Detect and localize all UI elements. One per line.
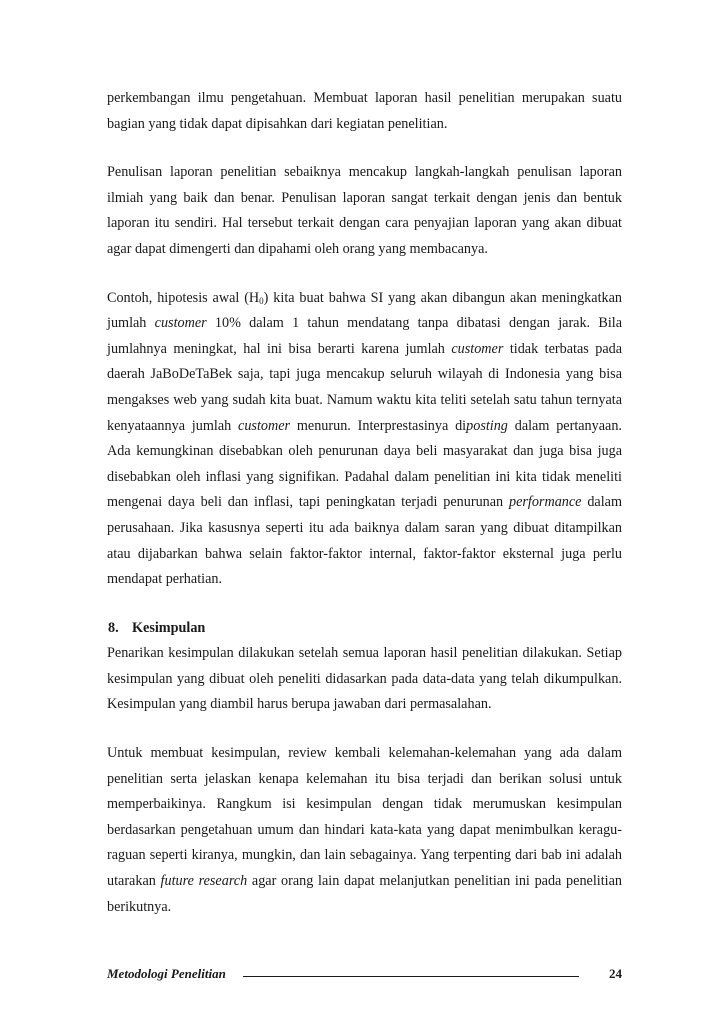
- paragraph-gap: [107, 593, 622, 616]
- text-run: 10% dalam 1 tahun mendatang tanpa dibatasi dengan jarak. Bila jumlahnya meningkat, hal ini bisa berarti karena jumlah: [107, 315, 622, 357]
- section-heading: [107, 616, 622, 642]
- paragraph-conclusion-definition: [107, 641, 622, 718]
- italic-term: future research: [160, 873, 248, 890]
- text-run: perkembangan ilmu pengetahuan. Membuat laporan hasil penelitian merupakan suatu bagian yang tidak dapat dipisahkan dari kegiatan penelitian.: [107, 90, 622, 132]
- paragraph-conclusion-guidance: [107, 741, 622, 920]
- italic-term: performance: [508, 494, 582, 511]
- page-footer: [107, 966, 622, 986]
- text-run: Penulisan laporan penelitian sebaiknya mencakup langkah-langkah penulisan laporan ilmiah yang baik dan benar. Penulisan laporan sangat terkait dengan jenis dan bentuk laporan itu sendiri. Hal tersebut terkait dengan cara penyajian laporan yang akan dibuat agar dapat dimengerti dan dipahami oleh orang yang membacanya.: [107, 164, 622, 257]
- paragraph-gap: [107, 137, 622, 160]
- footer-divider: [243, 976, 579, 977]
- subscript: 0: [259, 295, 264, 306]
- page-body: [107, 86, 622, 920]
- italic-term: customer: [154, 315, 207, 332]
- text-run: agar orang lain dapat melanjutkan penelitian ini pada penelitian berikutnya.: [107, 873, 622, 915]
- text-run: menurun. Interprestasinya di: [290, 417, 467, 434]
- italic-term: customer: [451, 340, 504, 357]
- text-run: Penarikan kesimpulan dilakukan setelah semua laporan hasil penelitian dilakukan. Setiap kesimpulan yang dibuat oleh peneliti didasarkan pada data-data yang telah dikumpulkan. Kesimpulan yang diambil harus berupa jawaban dari permasalahan.: [107, 645, 622, 713]
- italic-term: customer: [238, 417, 291, 434]
- text-run: Untuk membuat kesimpulan, review kembali kelemahan-kelemahan yang ada dalam penelitian serta jelaskan kenapa kelemahan itu bisa terjadi dan berikan solusi untuk memperbaikinya. Rangkum isi kesimpulan dengan tidak merumuskan kesimpulan berdasarkan pengetahuan umum dan hindari kata-kata yang dapat menimbulkan keragu-raguan seperti kiranya, mungkin, dan lain sebagainya. Yang terpenting dari bab ini adalah utarakan: [107, 745, 622, 890]
- text-run: ) kita buat bahwa SI yang akan dibangun akan meningkatkan jumlah: [107, 289, 622, 332]
- text-run: dalam perusahaan. Jika kasusnya seperti itu ada baiknya dalam saran yang dibuat ditampilkan atau dijabarkan bahwa selain faktor-faktor internal, faktor-faktor eksternal juga perlu mendapat perhatian.: [107, 494, 622, 588]
- paragraph-intro-continuation: [107, 86, 622, 137]
- paragraph-gap: [107, 263, 622, 286]
- footer-title: Metodologi Penelitian: [107, 966, 226, 981]
- paragraph-gap: [107, 718, 622, 741]
- paragraph-hypothesis-example: [107, 286, 622, 593]
- text-run: dalam pertanyaan. Ada kemungkinan disebabkan oleh penurunan daya beli masyarakat dan juga bisa juga disebabkan oleh inflasi yang signifikan. Padahal dalam penelitian ini kita tidak meneliti mengenai daya beli dan inflasi, tapi peningkatan terjadi penurunan: [107, 417, 622, 511]
- text-run: tidak terbatas pada daerah JaBoDeTaBek saja, tapi juga mencakup seluruh wilayah di Indonesia yang bisa mengakses web yang sudah kita buat. Namum waktu kita teliti setelah satu tahun ternyata kenyataannya jumlah: [107, 340, 623, 434]
- section-number: 8.: [108, 619, 119, 636]
- page-number: 24: [609, 966, 622, 981]
- text-run: Contoh, hipotesis awal (H: [107, 289, 260, 306]
- italic-term: posting: [466, 417, 508, 434]
- paragraph-report-writing: [107, 160, 622, 262]
- section-title: Kesimpulan: [132, 619, 206, 636]
